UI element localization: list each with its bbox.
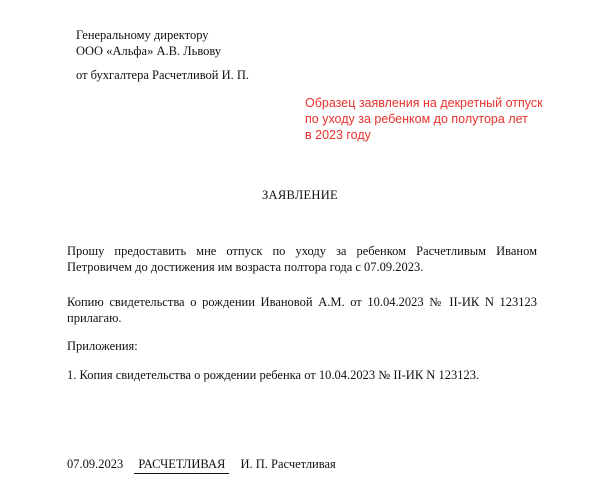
request-paragraph: Прошу предоставить мне отпуск по уходу за ребенком Расчетливым Иваном Петровичем до достижения им возраста полтора года с 07.09.2023. bbox=[67, 244, 537, 274]
addressee-block bbox=[76, 27, 221, 59]
attachment-paragraph: Копию свидетельства о рождении Ивановой А.М. от 10.04.2023 № II-ИК N 123123 прилагаю. bbox=[67, 295, 537, 325]
sample-note-line-1: Образец заявления на декретный отпуск bbox=[305, 96, 543, 110]
addressee-position: Генеральному директору bbox=[76, 28, 209, 42]
signer-name: И. П. Расчетливая bbox=[240, 457, 336, 471]
attachments-heading: Приложения: bbox=[67, 339, 138, 353]
sender-line: от бухгалтера Расчетливой И. П. bbox=[76, 68, 250, 82]
document-title: ЗАЯВЛЕНИЕ bbox=[262, 188, 338, 202]
attachment-item-1: 1. Копия свидетельства о рождении ребенка от 10.04.2023 № II-ИК N 123123. bbox=[67, 368, 480, 382]
sample-note bbox=[305, 95, 543, 143]
signature-line bbox=[67, 456, 336, 474]
addressee-company-name: ООО «Альфа» А.В. Львову bbox=[76, 44, 222, 58]
sample-note-line-3: в 2023 году bbox=[305, 128, 371, 142]
signature-mark: РАСЧЕТЛИВАЯ bbox=[134, 456, 229, 474]
sample-note-line-2: по уходу за ребенком до полутора лет bbox=[305, 112, 528, 126]
signature-date: 07.09.2023 bbox=[67, 457, 124, 471]
